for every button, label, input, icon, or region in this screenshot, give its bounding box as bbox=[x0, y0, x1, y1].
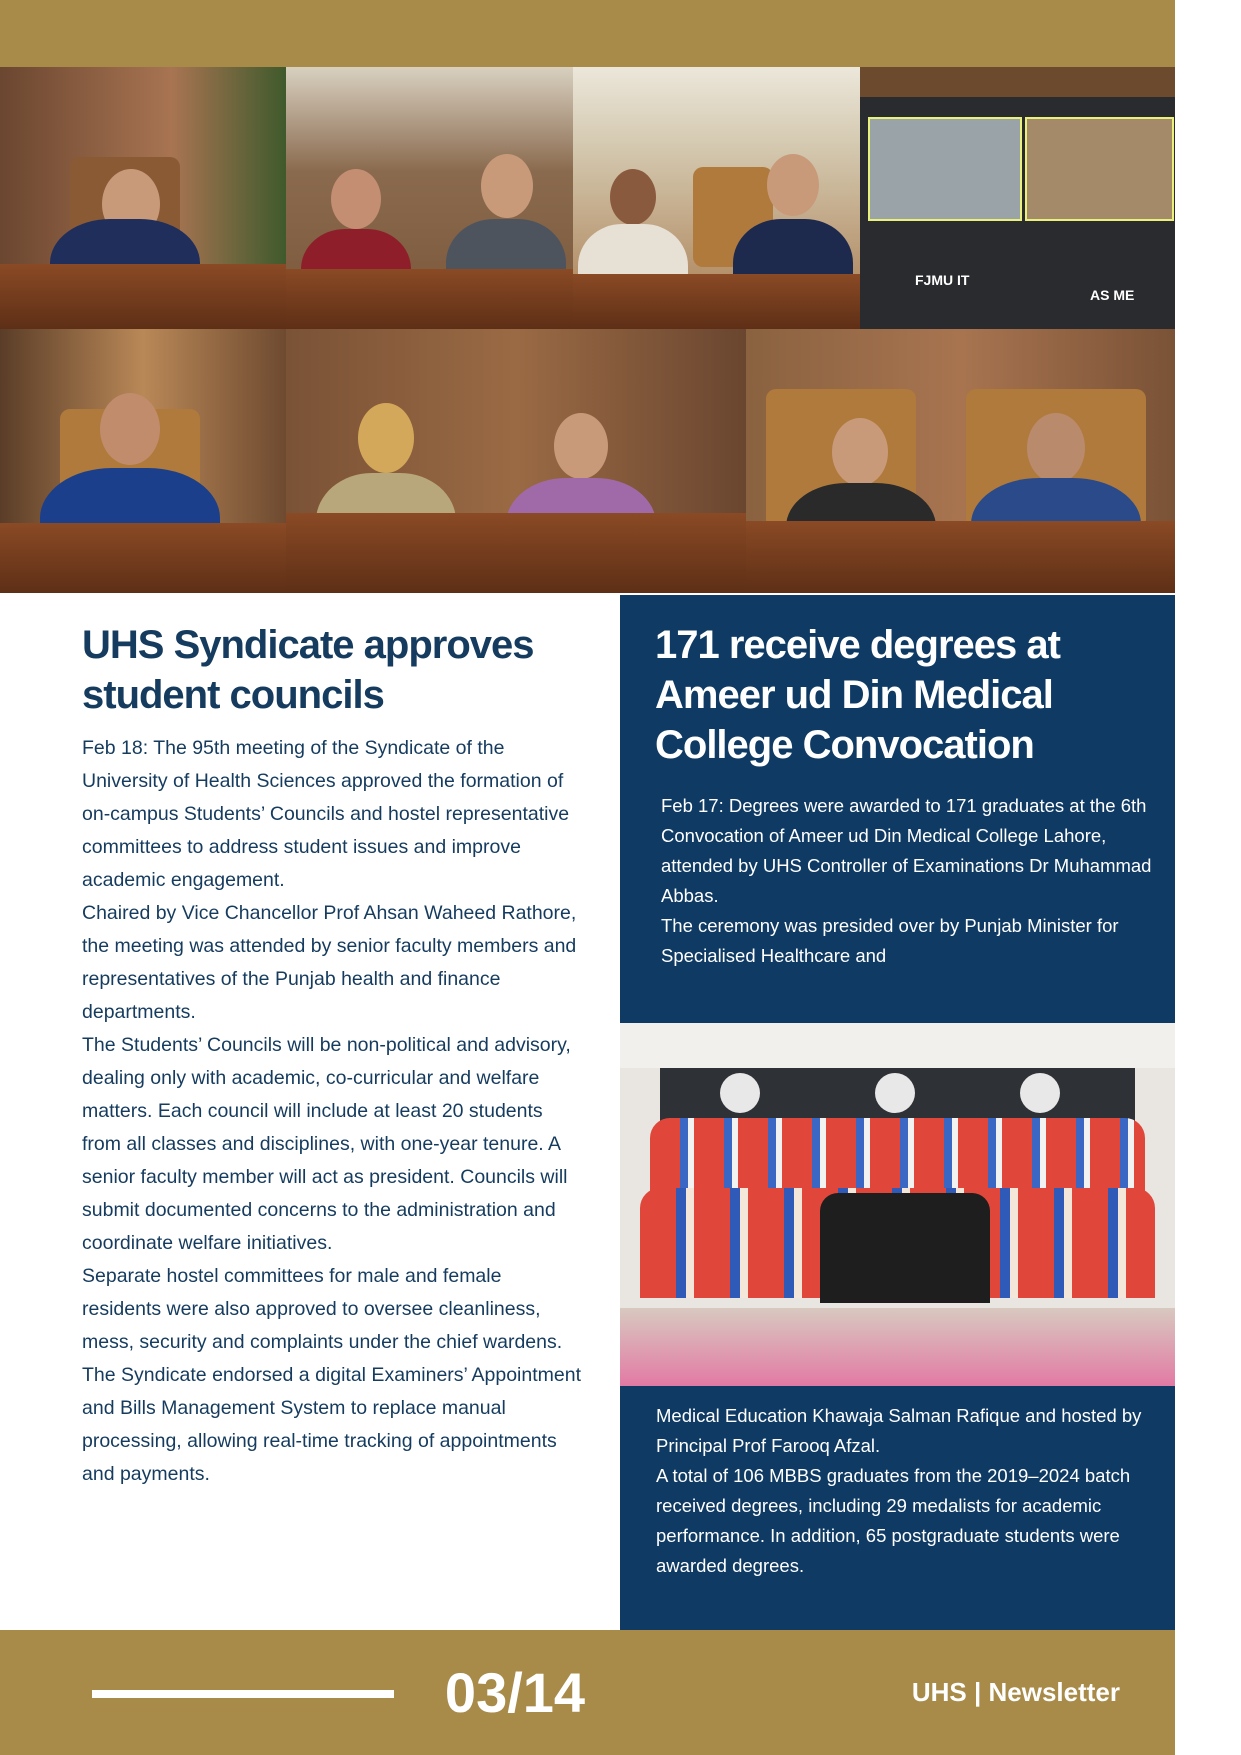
newsletter-brand: UHS | Newsletter bbox=[911, 1677, 1120, 1707]
left-paragraph: The Syndicate endorsed a digital Examiners’ Appointment and Bills Management System to replace manual processing, allowing real-time tracking of appointments and payments. bbox=[82, 1364, 581, 1485]
right-paragraph: The ceremony was presided over by Punjab Minister for Specialised Healthcare and bbox=[661, 915, 1119, 966]
meeting-photo-6 bbox=[746, 329, 1175, 593]
right-paragraph: Feb 17: Degrees were awarded to 171 graduates at the 6th Convocation of Ameer ud Din Medical College Lahore, attended by UHS Controller of Examinations Dr Muhammad Abbas. bbox=[661, 795, 1152, 906]
top-header-band bbox=[0, 0, 1175, 67]
screen-label-left: FJMU IT bbox=[915, 272, 970, 288]
right-paragraph: Medical Education Khawaja Salman Rafique and hosted by Principal Prof Farooq Afzal. bbox=[656, 1405, 1142, 1456]
right-article-body-bottom bbox=[656, 1401, 1156, 1581]
page-number: 03/14 bbox=[444, 1661, 586, 1724]
meeting-photo-3 bbox=[573, 67, 860, 329]
screen-label-right: AS ME bbox=[1090, 287, 1135, 303]
right-article-body-top bbox=[661, 791, 1161, 971]
footer-rule bbox=[92, 1690, 394, 1698]
meeting-photo-4 bbox=[0, 329, 286, 593]
left-paragraph: The Students’ Councils will be non-political and advisory, dealing only with academic, co-curricular and welfare matters. Each council will include at least 20 students from all classes and disciplines, with one-year tenure. A senior faculty member will act as president. Councils will submit documented concerns to the administration and coordinate welfare initiatives. bbox=[82, 1034, 571, 1254]
meeting-photo-5 bbox=[286, 329, 746, 593]
convocation-group-photo bbox=[620, 1023, 1175, 1386]
right-margin-strip bbox=[1175, 0, 1241, 1755]
left-paragraph: Separate hostel committees for male and female residents were also approved to oversee cleanliness, mess, security and complaints under the chief wardens. bbox=[82, 1265, 563, 1353]
meeting-photo-2 bbox=[286, 67, 573, 329]
meeting-photo-1 bbox=[0, 67, 286, 329]
left-paragraph: Feb 18: The 95th meeting of the Syndicate of the University of Health Sciences approved the formation of on-campus Students’ Councils and hostel representative committees to address student issues and improve academic engagement. bbox=[82, 737, 570, 891]
right-paragraph: A total of 106 MBBS graduates from the 2019–2024 batch received degrees, including 29 medalists for academic performance. In addition, 65 postgraduate students were awarded degrees. bbox=[656, 1465, 1131, 1576]
right-article-title: 171 receive degrees at Ameer ud Din Medical College Convocation bbox=[655, 623, 1060, 767]
left-paragraph: Chaired by Vice Chancellor Prof Ahsan Waheed Rathore, the meeting was attended by senior faculty members and representatives of the Punjab health and finance departments. bbox=[82, 902, 577, 1023]
left-article-body bbox=[82, 732, 582, 1491]
video-call-photo bbox=[860, 67, 1175, 329]
left-article-title: UHS Syndicate approves student councils bbox=[82, 623, 534, 717]
